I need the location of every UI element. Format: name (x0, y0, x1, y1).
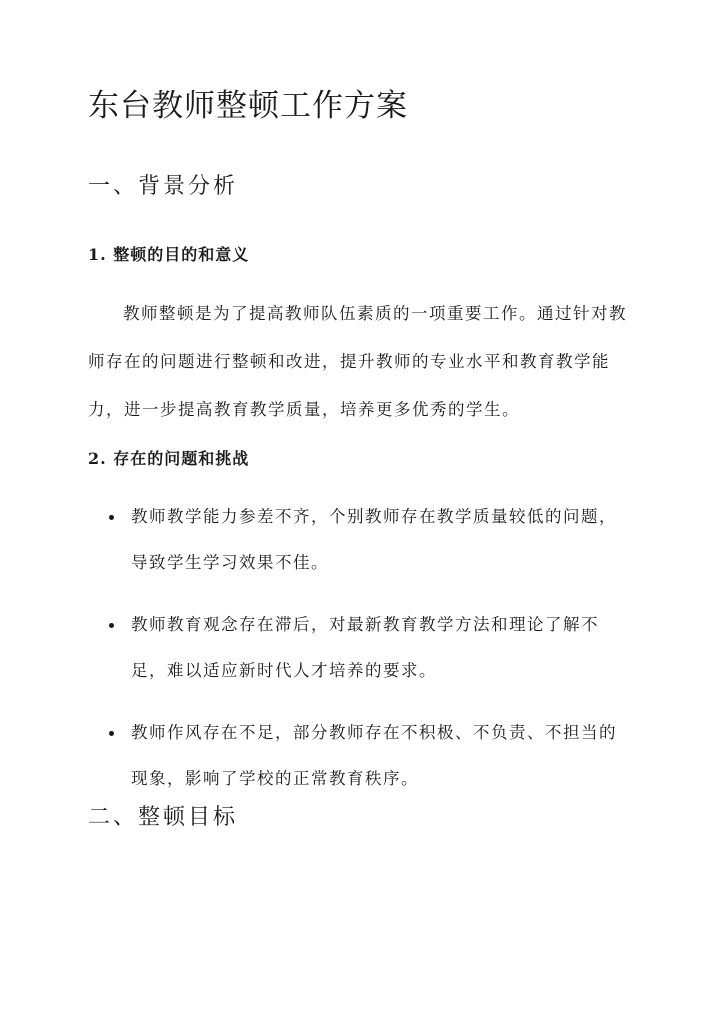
bullet-icon (109, 515, 114, 520)
list-item-text: 教师教育观念存在滞后，对最新教育教学方法和理论了解不足，难以适应新时代人才培养的要求。 (131, 615, 599, 680)
list-item (104, 602, 634, 694)
list-item-text: 教师作风存在不足，部分教师存在不积极、不负责、不担当的现象，影响了学校的正常教育秩序。 (131, 723, 617, 788)
subsection-heading-purpose: 1. 整顿的目的和意义 (88, 245, 250, 264)
list-item (104, 494, 634, 586)
list-item (104, 710, 634, 802)
bullet-icon (109, 731, 114, 736)
paragraph-purpose (88, 290, 636, 434)
problems-list (104, 494, 634, 818)
list-item-text: 教师教学能力参差不齐，个别教师存在教学质量较低的问题，导致学生学习效果不佳。 (131, 507, 617, 572)
subsection-heading-problems: 2. 存在的问题和挑战 (88, 449, 250, 468)
section-heading-background: 一、背景分析 (88, 174, 239, 199)
paragraph-purpose-text: 教师整顿是为了提高教师队伍素质的一项重要工作。通过针对教师存在的问题进行整顿和改进，提升教师的专业水平和教育教学能力，进一步提高教育教学质量，培养更多优秀的学生。 (88, 304, 627, 419)
bullet-icon (109, 623, 114, 628)
document-title: 东台教师整顿工作方案 (88, 88, 408, 124)
section-heading-goals: 二、整顿目标 (88, 805, 239, 830)
